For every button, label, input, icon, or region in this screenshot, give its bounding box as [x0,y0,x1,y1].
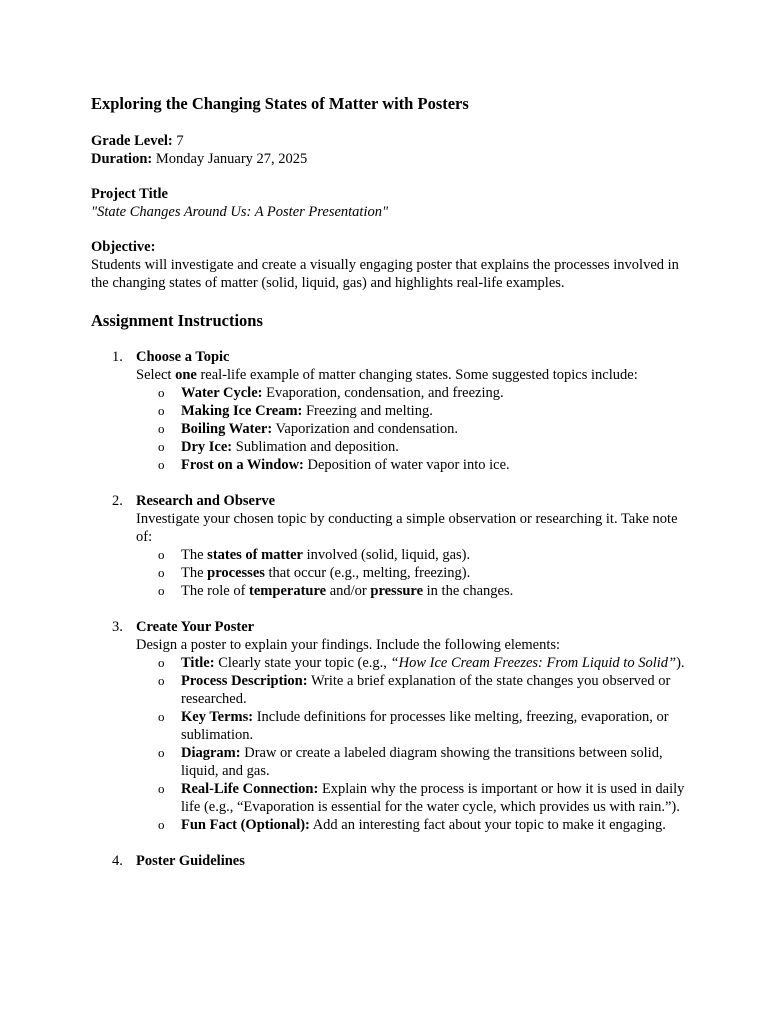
bullet-icon: o [158,457,165,472]
step-number: 2. [112,493,123,509]
bullet-icon: o [158,421,165,436]
duration-label: Duration: [91,151,153,167]
step-choose-topic [91,348,691,474]
duration-line [91,150,691,168]
list-item: o Key Terms: Include definitions for processes like melting, freezing, evaporation, or sublimation. [158,709,669,743]
step-number: 4. [112,853,123,869]
list-item: o Boiling Water: Vaporization and condensation. [158,421,458,437]
step-number: 3. [112,619,123,635]
list-item: o Making Ice Cream: Freezing and melting. [158,403,433,419]
bullet-icon: o [158,745,165,760]
step-number: 1. [112,349,123,365]
meta-block [91,132,691,168]
bullet-icon: o [158,385,165,400]
step-create-poster [91,618,691,834]
document-title: Exploring the Changing States of Matter with Posters [91,94,469,113]
bullet-icon: o [158,817,165,832]
list-item: o Diagram: Draw or create a labeled diagram showing the transitions between solid, liquid, and gas. [158,745,663,779]
duration-value: Monday January 27, 2025 [152,151,308,167]
project-title-label: Project Title [91,186,168,202]
bullet-icon: o [158,673,165,688]
list-item: o Fun Fact (Optional): Add an interesting fact about your topic to make it engaging. [158,817,666,833]
objective-block [91,238,691,292]
list-item: o The role of temperature and/or pressure in the changes. [158,583,514,599]
list-item: o Dry Ice: Sublimation and deposition. [158,439,399,455]
list-item: o The states of matter involved (solid, liquid, gas). [158,547,471,563]
bullet-icon: o [158,583,165,598]
document-content [91,94,691,870]
project-title-block [91,185,691,221]
step-poster-guidelines [91,852,691,870]
step-research-observe [91,492,691,600]
bullet-icon: o [158,709,165,724]
grade-level-line [91,132,691,150]
bullet-icon: o [158,781,165,796]
bullet-icon: o [158,439,165,454]
objective-label: Objective: [91,239,156,255]
step-intro: Select one real-life example of matter changing states. Some suggested topics include: [136,367,638,383]
project-title-value: "State Changes Around Us: A Poster Presentation" [91,204,389,220]
list-item: o Frost on a Window: Deposition of water vapor into ice. [158,457,510,473]
list-item: o The processes that occur (e.g., melting, freezing). [158,565,471,581]
step-intro: Investigate your chosen topic by conducting a simple observation or researching it. Take note of: [136,511,678,545]
step-title: Create Your Poster [136,619,255,635]
objective-text: Students will investigate and create a visually engaging poster that explains the processes involved in the changing states of matter (solid, liquid, gas) and highlights real-life examples. [91,257,679,291]
grade-level-value: 7 [172,133,184,149]
assignment-heading: Assignment Instructions [91,311,263,330]
step-intro: Design a poster to explain your findings. Include the following elements: [136,637,561,653]
list-item: o Real-Life Connection: Explain why the process is important or how it is used in daily life (e.g., “Evaporation is essential for the water cycle, which provides us with rain.”). [158,781,685,815]
step-title: Choose a Topic [136,349,230,365]
step-title: Research and Observe [136,493,276,509]
grade-level-label: Grade Level: [91,133,173,149]
list-item: o Water Cycle: Evaporation, condensation, and freezing. [158,385,504,401]
list-item: o Title: Clearly state your topic (e.g., “How Ice Cream Freezes: From Liquid to Solid”). [158,655,685,671]
bullet-icon: o [158,655,165,670]
bullet-icon: o [158,403,165,418]
list-item: o Process Description: Write a brief explanation of the state changes you observed or researched. [158,673,671,707]
bullet-icon: o [158,565,165,580]
step-title: Poster Guidelines [136,853,245,869]
bullet-icon: o [158,547,165,562]
